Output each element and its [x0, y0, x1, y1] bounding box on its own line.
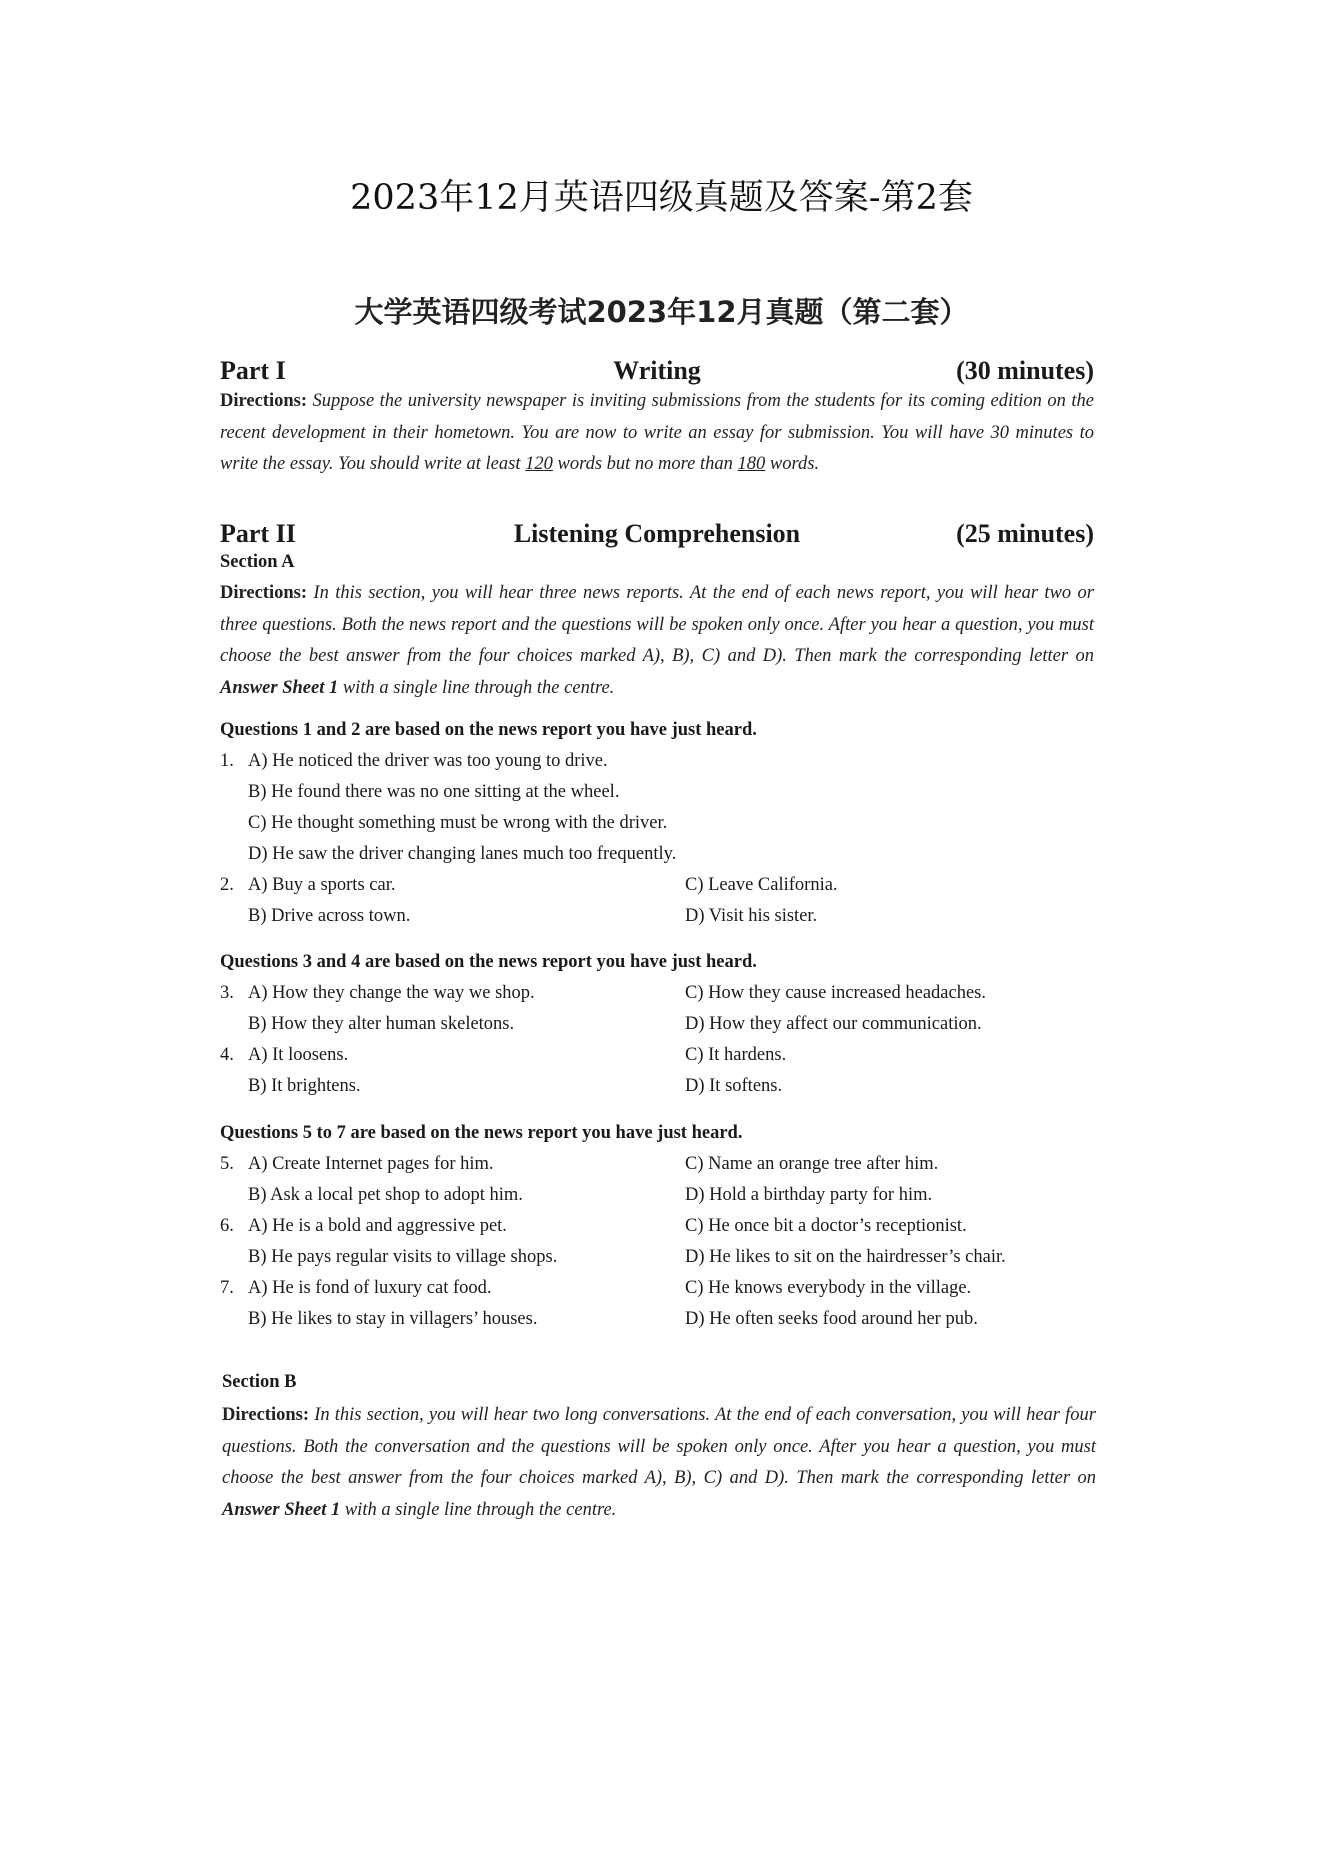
part1-directions-text-b: words but no more than	[557, 454, 733, 474]
part1-label: Part I	[220, 356, 286, 385]
part2-label: Part II	[220, 519, 296, 548]
option-a: A) He is fond of luxury cat food.	[248, 1278, 492, 1298]
option-d: D) Hold a birthday party for him.	[685, 1185, 933, 1205]
option-a: A) How they change the way we shop.	[248, 983, 535, 1003]
option-c: C) It hardens.	[685, 1045, 787, 1065]
part2-name: Listening Comprehension	[513, 519, 801, 548]
option-b: B) He pays regular visits to village shops.	[248, 1247, 558, 1267]
option-b: B) He likes to stay in villagers’ houses.	[248, 1309, 538, 1329]
part1-directions	[220, 386, 1094, 481]
question-number: 3.	[220, 983, 234, 1003]
section-a-directions-text-b: with a single line through the centre.	[342, 677, 615, 698]
question-group-heading: Questions 5 to 7 are based on the news report you have just heard.	[220, 1123, 743, 1143]
option-d: D) He often seeks food around her pub.	[685, 1309, 978, 1329]
question-number: 6.	[220, 1216, 234, 1236]
option-a: A) He noticed the driver was too young to drive.	[248, 751, 608, 771]
part1-name: Writing	[613, 356, 701, 385]
option-a: A) It loosens.	[248, 1045, 349, 1065]
part2-header	[220, 519, 1094, 555]
option-a: A) Create Internet pages for him.	[248, 1154, 494, 1174]
section-a-answer-sheet: Answer Sheet 1	[220, 677, 339, 698]
option-c: C) He knows everybody in the village.	[685, 1278, 972, 1298]
question-group-heading: Questions 1 and 2 are based on the news report you have just heard.	[220, 720, 757, 740]
option-d: D) Visit his sister.	[685, 906, 818, 926]
option-c: C) How they cause increased headaches.	[685, 983, 987, 1003]
section-b-directions-text-b: with a single line through the centre.	[344, 1499, 617, 1520]
option-c: C) He thought something must be wrong with the driver.	[248, 813, 668, 833]
question-number: 4.	[220, 1045, 234, 1065]
section-a-directions	[220, 578, 1094, 704]
option-c: C) He once bit a doctor’s receptionist.	[685, 1216, 967, 1236]
option-d: D) He saw the driver changing lanes much too frequently.	[248, 844, 677, 864]
option-c: C) Leave California.	[685, 875, 838, 895]
section-b-directions-text-a: In this section, you will hear two long conversations. At the end of each conversation, you will hear four questions. Both the conversation and the questions will be spoken only once. After you hear a question, you must choose the best answer from the four choices marked A), B), C) and D). Then mark the corresponding letter on	[222, 1405, 1097, 1488]
question-number: 5.	[220, 1154, 234, 1174]
option-b: B) Ask a local pet shop to adopt him.	[248, 1185, 523, 1205]
option-a: A) He is a bold and aggressive pet.	[248, 1216, 507, 1236]
section-b-directions-label: Directions:	[222, 1405, 309, 1425]
option-a: A) Buy a sports car.	[248, 875, 396, 895]
section-b-directions	[222, 1400, 1096, 1526]
section-a-label: Section A	[220, 552, 295, 572]
section-b-label: Section B	[222, 1372, 297, 1392]
part1-min-words: 120	[525, 454, 553, 474]
part1-time: (30 minutes)	[956, 356, 1094, 385]
section-a-directions-text-a: In this section, you will hear three news reports. At the end of each news report, you will hear two or three questions. Both the news report and the questions will be spoken only once. After you hear a question, you must choose the best answer from the four choices marked A), B), C) and D). Then mark the corresponding letter on	[220, 583, 1095, 666]
option-b: B) It brightens.	[248, 1076, 361, 1096]
document-title: 2023年12月英语四级真题及答案-第2套	[350, 178, 973, 218]
part1-directions-text-c: words.	[769, 454, 820, 474]
question-number: 7.	[220, 1278, 234, 1298]
part1-max-words: 180	[737, 454, 766, 474]
option-b: B) How they alter human skeletons.	[248, 1014, 515, 1034]
part2-time: (25 minutes)	[956, 519, 1094, 548]
exam-title: 大学英语四级考试2023年12月真题（第二套）	[354, 295, 969, 329]
question-number: 2.	[220, 875, 234, 895]
option-d: D) It softens.	[685, 1076, 783, 1096]
option-d: D) How they affect our communication.	[685, 1014, 982, 1034]
section-a-directions-label: Directions:	[220, 583, 307, 603]
option-b: B) He found there was no one sitting at the wheel.	[248, 782, 620, 802]
part1-directions-text-a: Suppose the university newspaper is inviting submissions from the students for its coming edition on the recent development in their hometown. You are now to write an essay for submission. You will have 30 minutes to write the essay. You should write at least	[220, 391, 1094, 474]
part1-directions-label: Directions:	[220, 391, 307, 411]
option-c: C) Name an orange tree after him.	[685, 1154, 939, 1174]
section-b-answer-sheet: Answer Sheet 1	[222, 1499, 341, 1520]
option-b: B) Drive across town.	[248, 906, 411, 926]
question-group-heading: Questions 3 and 4 are based on the news report you have just heard.	[220, 952, 757, 972]
option-d: D) He likes to sit on the hairdresser’s chair.	[685, 1247, 1006, 1267]
question-number: 1.	[220, 751, 234, 771]
